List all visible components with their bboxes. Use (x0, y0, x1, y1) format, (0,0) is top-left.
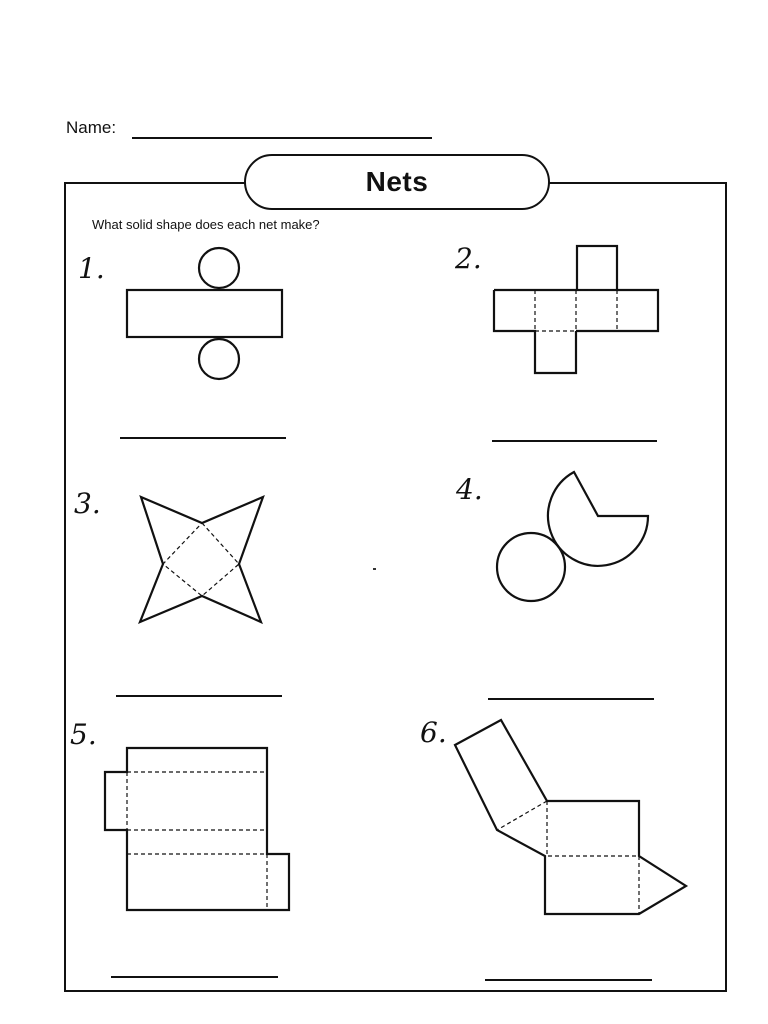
answer-line-6[interactable] (485, 979, 652, 981)
problem-number-1: 1. (78, 252, 105, 285)
problem-number-6: 6. (420, 716, 447, 749)
net-6-figure (450, 715, 695, 920)
scan-speck (373, 568, 376, 570)
problem-number-5: 5. (70, 718, 97, 751)
net-5-figure (100, 742, 295, 917)
problem-number-3: 3. (74, 487, 101, 520)
problem-number-4: 4. (456, 473, 483, 506)
name-label: Name: (66, 118, 117, 137)
net-4-figure (495, 465, 655, 610)
answer-line-2[interactable] (492, 440, 657, 442)
net-2-figure (490, 242, 665, 377)
answer-line-1[interactable] (120, 437, 286, 439)
answer-line-3[interactable] (116, 695, 282, 697)
page-title: Nets (365, 166, 429, 197)
title-banner (244, 154, 550, 210)
net-3-figure (135, 490, 270, 630)
answer-line-4[interactable] (488, 698, 654, 700)
name-field[interactable] (132, 137, 432, 139)
net-1-figure (120, 240, 290, 385)
instructions-text: What solid shape does each net make? (92, 217, 320, 232)
answer-line-5[interactable] (111, 976, 278, 978)
problem-number-2: 2. (455, 242, 482, 275)
